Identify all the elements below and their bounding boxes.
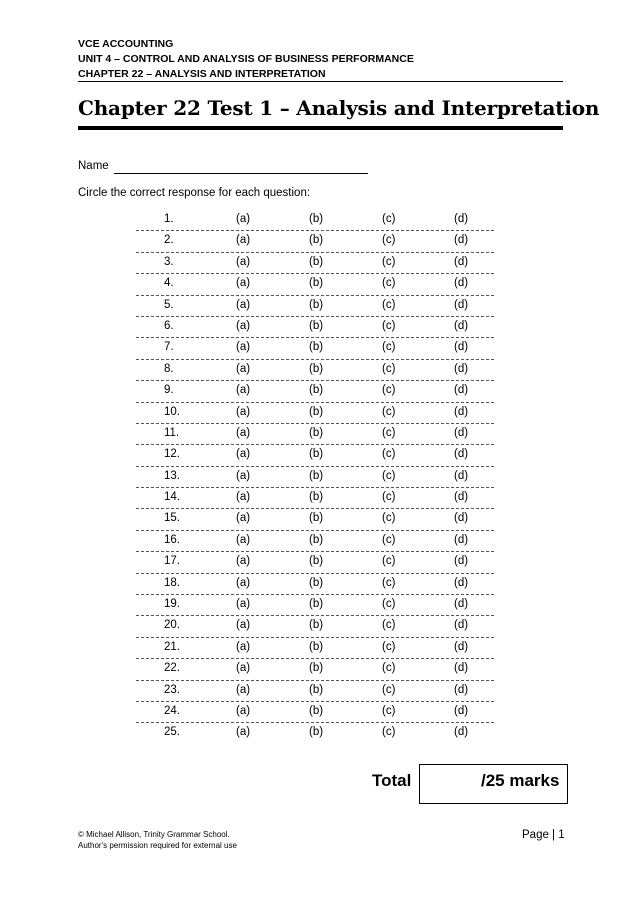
option-a[interactable]: (a)	[236, 533, 251, 546]
option-b[interactable]: (b)	[309, 234, 324, 247]
answer-row	[136, 317, 494, 338]
option-a[interactable]: (a)	[236, 469, 251, 482]
answer-row	[136, 253, 494, 274]
answer-row	[136, 531, 494, 552]
answer-row	[136, 681, 494, 702]
option-a[interactable]: (a)	[236, 298, 251, 311]
answer-row	[136, 595, 494, 616]
option-c[interactable]: (c)	[382, 298, 396, 311]
option-c[interactable]: (c)	[382, 491, 396, 504]
option-a[interactable]: (a)	[236, 726, 251, 739]
option-d[interactable]: (d)	[454, 726, 469, 739]
option-d[interactable]: (d)	[454, 662, 469, 675]
option-c[interactable]: (c)	[382, 512, 396, 525]
header-chapter: CHAPTER 22 – ANALYSIS AND INTERPRETATION	[78, 68, 326, 80]
option-d[interactable]: (d)	[454, 448, 469, 461]
option-b[interactable]: (b)	[309, 405, 324, 418]
option-a[interactable]: (a)	[236, 319, 251, 332]
option-b[interactable]: (b)	[309, 491, 324, 504]
answer-row	[136, 338, 494, 359]
option-d[interactable]: (d)	[454, 213, 469, 225]
answer-row	[136, 231, 494, 252]
option-b[interactable]: (b)	[309, 683, 324, 696]
option-a[interactable]: (a)	[236, 640, 251, 653]
answer-row	[136, 659, 494, 680]
answer-row	[136, 574, 494, 595]
option-b[interactable]: (b)	[309, 319, 324, 332]
option-c[interactable]: (c)	[382, 234, 396, 247]
total-label: Total	[372, 771, 412, 790]
option-d[interactable]: (d)	[454, 362, 469, 375]
answer-row	[136, 638, 494, 659]
option-c[interactable]: (c)	[382, 213, 396, 225]
option-c[interactable]: (c)	[382, 662, 396, 675]
question-number: 18.	[164, 576, 180, 589]
question-number: 16.	[164, 533, 180, 546]
option-a[interactable]: (a)	[236, 213, 251, 225]
option-d[interactable]: (d)	[454, 512, 469, 525]
option-a[interactable]: (a)	[236, 384, 251, 397]
option-d[interactable]: (d)	[454, 384, 469, 397]
option-c[interactable]: (c)	[382, 469, 396, 482]
option-a[interactable]: (a)	[236, 426, 251, 439]
question-number: 20.	[164, 619, 180, 632]
option-b[interactable]: (b)	[309, 384, 324, 397]
page-number: Page | 1	[522, 829, 565, 841]
answer-row	[136, 424, 494, 445]
option-a[interactable]: (a)	[236, 598, 251, 611]
option-b[interactable]: (b)	[309, 576, 324, 589]
option-c[interactable]: (c)	[382, 341, 396, 354]
option-a[interactable]: (a)	[236, 491, 251, 504]
option-a[interactable]: (a)	[236, 341, 251, 354]
option-a[interactable]: (a)	[236, 555, 251, 568]
option-b[interactable]: (b)	[309, 662, 324, 675]
option-c[interactable]: (c)	[382, 576, 396, 589]
option-a[interactable]: (a)	[236, 662, 251, 675]
question-number: 1.	[164, 213, 174, 225]
option-d[interactable]: (d)	[454, 426, 469, 439]
option-d[interactable]: (d)	[454, 298, 469, 311]
footer-permission: Author's permission required for external use	[78, 841, 237, 850]
question-number: 15.	[164, 512, 180, 525]
option-b[interactable]: (b)	[309, 469, 324, 482]
option-c[interactable]: (c)	[382, 619, 396, 632]
option-b[interactable]: (b)	[309, 362, 324, 375]
option-a[interactable]: (a)	[236, 234, 251, 247]
option-c[interactable]: (c)	[382, 362, 396, 375]
option-d[interactable]: (d)	[454, 533, 469, 546]
option-d[interactable]: (d)	[454, 640, 469, 653]
answer-grid	[136, 210, 494, 744]
question-number: 14.	[164, 491, 180, 504]
option-c[interactable]: (c)	[382, 405, 396, 418]
option-b[interactable]: (b)	[309, 426, 324, 439]
question-number: 25.	[164, 726, 180, 739]
page-title: Chapter 22 Test 1 – Analysis and Interpretation	[78, 96, 600, 120]
option-b[interactable]: (b)	[309, 448, 324, 461]
option-b[interactable]: (b)	[309, 533, 324, 546]
option-a[interactable]: (a)	[236, 277, 251, 290]
option-c[interactable]: (c)	[382, 426, 396, 439]
question-number: 19.	[164, 598, 180, 611]
question-number: 4.	[164, 277, 174, 290]
header-unit: UNIT 4 – CONTROL AND ANALYSIS OF BUSINESS PERFORMANCE	[78, 53, 414, 65]
answer-row	[136, 296, 494, 317]
option-a[interactable]: (a)	[236, 405, 251, 418]
answer-row	[136, 274, 494, 295]
name-blank-line[interactable]	[114, 160, 368, 174]
answer-row	[136, 210, 494, 231]
question-number: 2.	[164, 234, 174, 247]
answer-row	[136, 552, 494, 573]
option-a[interactable]: (a)	[236, 255, 251, 268]
option-d[interactable]: (d)	[454, 234, 469, 247]
option-c[interactable]: (c)	[382, 277, 396, 290]
question-number: 3.	[164, 255, 174, 268]
option-b[interactable]: (b)	[309, 255, 324, 268]
title-rule	[78, 126, 563, 130]
option-d[interactable]: (d)	[454, 255, 469, 268]
question-number: 9.	[164, 384, 174, 397]
total-marks: /25 marks	[481, 771, 560, 790]
option-c[interactable]: (c)	[382, 640, 396, 653]
instructions: Circle the correct response for each question:	[78, 187, 311, 199]
option-d[interactable]: (d)	[454, 576, 469, 589]
option-d[interactable]: (d)	[454, 277, 469, 290]
option-b[interactable]: (b)	[309, 704, 324, 717]
question-number: 13.	[164, 469, 180, 482]
option-c[interactable]: (c)	[382, 726, 396, 739]
option-b[interactable]: (b)	[309, 726, 324, 739]
answer-row	[136, 445, 494, 466]
question-number: 7.	[164, 341, 174, 354]
option-c[interactable]: (c)	[382, 683, 396, 696]
option-d[interactable]: (d)	[454, 405, 469, 418]
option-c[interactable]: (c)	[382, 319, 396, 332]
option-b[interactable]: (b)	[309, 555, 324, 568]
option-d[interactable]: (d)	[454, 619, 469, 632]
option-c[interactable]: (c)	[382, 598, 396, 611]
answer-row	[136, 403, 494, 424]
header-divider	[78, 81, 563, 82]
option-d[interactable]: (d)	[454, 598, 469, 611]
name-label: Name	[78, 160, 109, 172]
question-number: 17.	[164, 555, 180, 568]
question-number: 5.	[164, 298, 174, 311]
answer-row	[136, 616, 494, 637]
question-number: 10.	[164, 405, 180, 418]
option-d[interactable]: (d)	[454, 341, 469, 354]
option-c[interactable]: (c)	[382, 533, 396, 546]
option-b[interactable]: (b)	[309, 598, 324, 611]
option-d[interactable]: (d)	[454, 555, 469, 568]
option-d[interactable]: (d)	[454, 683, 469, 696]
question-number: 23.	[164, 683, 180, 696]
name-field-row	[78, 160, 368, 174]
question-number: 8.	[164, 362, 174, 375]
answer-row	[136, 509, 494, 530]
option-d[interactable]: (d)	[454, 469, 469, 482]
option-b[interactable]: (b)	[309, 277, 324, 290]
option-a[interactable]: (a)	[236, 448, 251, 461]
option-a[interactable]: (a)	[236, 619, 251, 632]
answer-row	[136, 723, 494, 743]
option-b[interactable]: (b)	[309, 341, 324, 354]
question-number: 6.	[164, 319, 174, 332]
answer-row	[136, 488, 494, 509]
option-d[interactable]: (d)	[454, 491, 469, 504]
header-subject: VCE ACCOUNTING	[78, 38, 174, 50]
option-c[interactable]: (c)	[382, 448, 396, 461]
option-c[interactable]: (c)	[382, 255, 396, 268]
option-a[interactable]: (a)	[236, 512, 251, 525]
option-b[interactable]: (b)	[309, 640, 324, 653]
question-number: 12.	[164, 448, 180, 461]
answer-row	[136, 467, 494, 488]
option-b[interactable]: (b)	[309, 619, 324, 632]
option-a[interactable]: (a)	[236, 704, 251, 717]
question-number: 22.	[164, 662, 180, 675]
answer-row	[136, 360, 494, 381]
option-a[interactable]: (a)	[236, 683, 251, 696]
option-a[interactable]: (a)	[236, 576, 251, 589]
question-number: 24.	[164, 704, 180, 717]
question-number: 21.	[164, 640, 180, 653]
option-a[interactable]: (a)	[236, 362, 251, 375]
option-d[interactable]: (d)	[454, 319, 469, 332]
answer-row	[136, 702, 494, 723]
option-b[interactable]: (b)	[309, 298, 324, 311]
footer-copyright: © Michael Allison, Trinity Grammar School.	[78, 830, 230, 839]
answer-row	[136, 381, 494, 402]
option-c[interactable]: (c)	[382, 704, 396, 717]
option-b[interactable]: (b)	[309, 512, 324, 525]
question-number: 11.	[164, 426, 180, 439]
option-c[interactable]: (c)	[382, 384, 396, 397]
option-d[interactable]: (d)	[454, 704, 469, 717]
option-b[interactable]: (b)	[309, 213, 324, 225]
option-c[interactable]: (c)	[382, 555, 396, 568]
